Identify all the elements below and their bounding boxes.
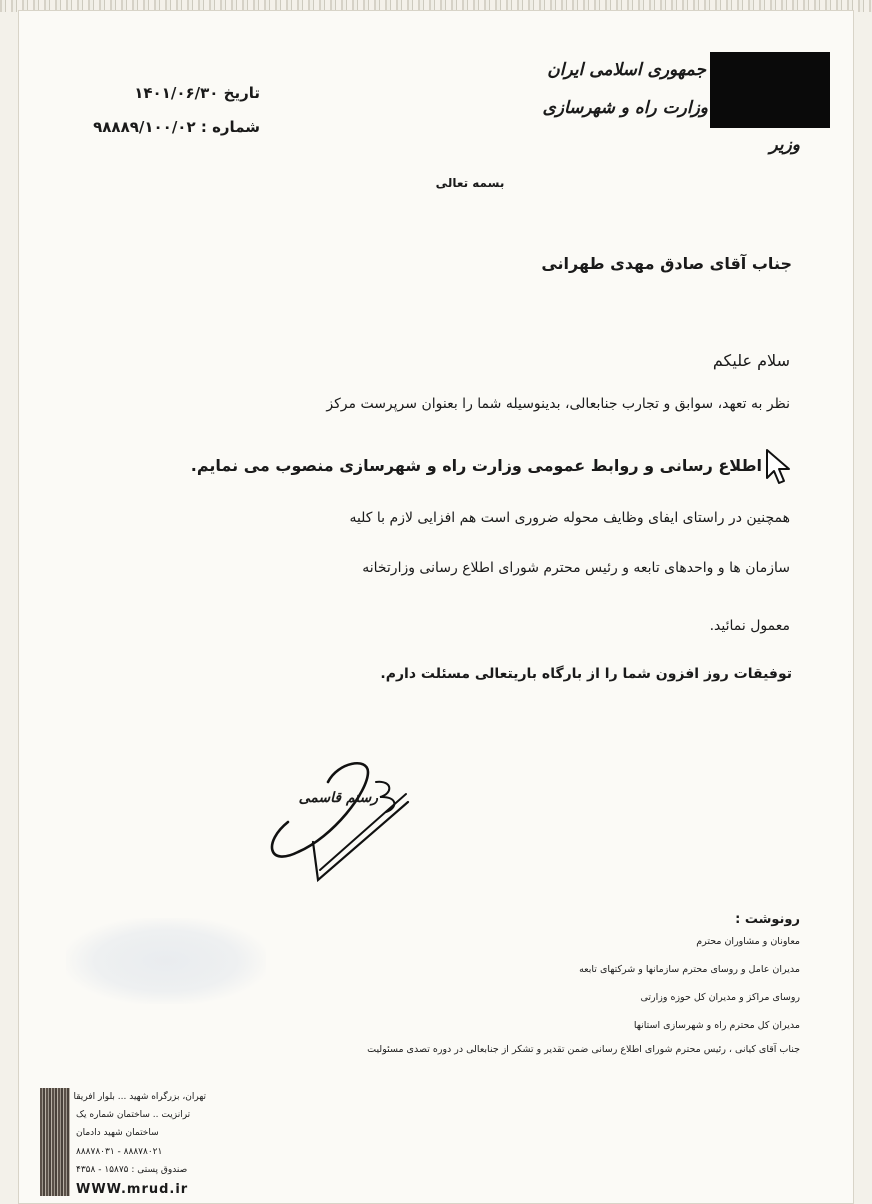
blurred-stamp-area: [66, 918, 266, 1004]
footer-phone: ۸۸۸۷۸۰۲۱ - ۸۸۸۷۸۰۳۱: [76, 1147, 163, 1157]
letterhead-line-2: وزارت راه و شهرسازی: [542, 98, 708, 118]
footer-po-box: صندوق پستی : ۱۵۸۷۵ - ۴۳۵۸: [76, 1165, 188, 1175]
cc-item: روسای مراکز و مدیران کل حوزه وزارتی: [640, 992, 800, 1003]
letter-number: شماره : ۹۸۸۸۹/۱۰۰/۰۲: [93, 118, 260, 136]
cc-title: رونوشت :: [735, 912, 800, 927]
cc-item: جناب آقای کیانی ، رئیس محترم شورای اطلاع رسانی ضمن تقدیر و تشکر از جنابعالی در دوره تصدی مسئولیت: [367, 1044, 800, 1055]
footer-address-line: ترانزیت .. ساختمان شماره یک: [76, 1110, 191, 1120]
footer-website: WWW.mrud.ir: [76, 1182, 189, 1197]
body-line-2: اطلاع رسانی و روابط عمومی وزارت راه و شهرسازی منصوب می نمایم.: [190, 456, 762, 475]
footer-address-line: تهران، بزرگراه شهید ... بلوار افریقا: [73, 1092, 206, 1102]
redacted-emblem: [710, 52, 830, 128]
letter-date: تاریخ ۱۴۰۱/۰۶/۳۰: [134, 84, 260, 102]
body-line-1: نظر به تعهد، سوابق و تجارب جنابعالی، بدینوسیله شما را بعنوان سرپرست مرکز: [326, 396, 790, 412]
handwritten-signature: [258, 752, 418, 892]
cc-item: مدیران کل محترم راه و شهرسازی استانها: [633, 1020, 800, 1031]
body-line-4: سازمان ها و واحدهای تابعه و رئیس محترم شورای اطلاع رسانی وزارتخانه: [362, 560, 790, 576]
greeting: سلام علیکم: [712, 351, 790, 370]
mouse-pointer-icon: [765, 448, 791, 486]
addressee: جناب آقای صادق مهدی طهرانی: [541, 254, 792, 273]
body-line-3: همچنین در راستای ایفای وظایف محوله ضروری است هم افزایی لازم با کلیه: [349, 510, 790, 526]
signatory-name: رستم قاسمی: [298, 790, 378, 806]
closing-line: توفیقات روز افزون شما را از بارگاه باریتعالی مسئلت دارم.: [380, 666, 792, 682]
footer-barcode-strip: [40, 1088, 70, 1196]
letterhead-line-1: جمهوری اسلامی ایران: [547, 60, 706, 80]
letterhead-line-3: وزیر: [769, 135, 800, 155]
basmala: بسمه تعالی: [435, 176, 505, 190]
cc-item: معاونان و مشاوران محترم: [696, 936, 800, 947]
footer-address-line: ساختمان شهید دادمان: [76, 1128, 159, 1138]
body-line-5: معمول نمائید.: [709, 618, 790, 634]
cc-item: مدیران عامل و روسای محترم سازمانها و شرکتهای تابعه: [579, 964, 800, 975]
